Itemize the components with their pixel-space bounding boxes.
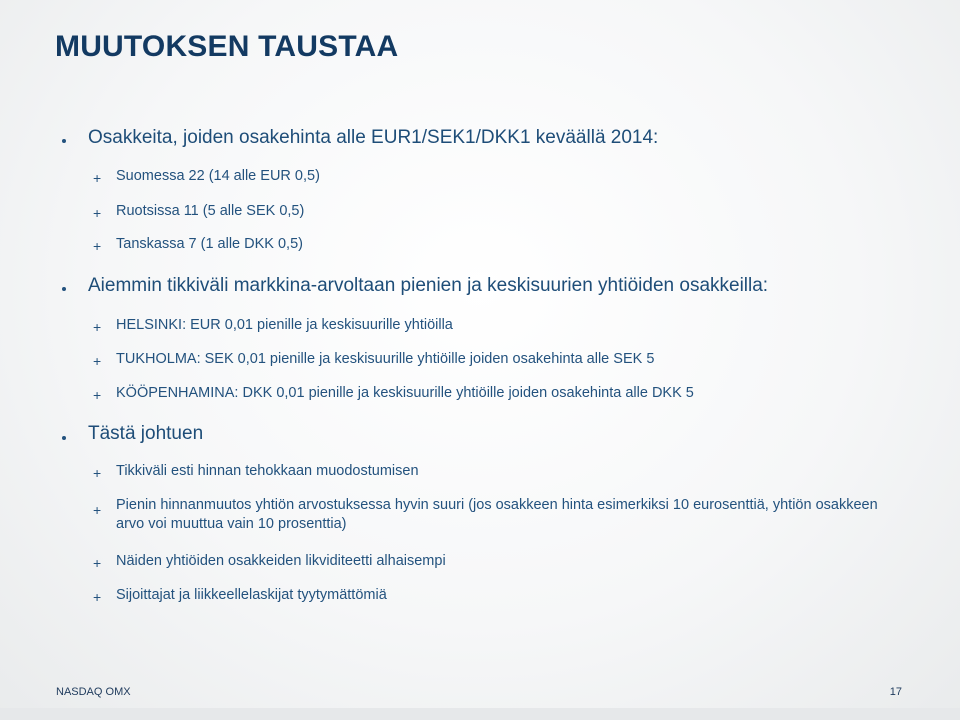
plus-icon: + [93,319,102,335]
slide-title: MUUTOKSEN TAUSTAA [55,30,399,63]
page-number: 17 [889,686,902,698]
plus-icon: + [93,205,102,221]
bullet-dot-icon [62,436,66,440]
list-item: Näiden yhtiöiden osakkeiden likviditeetti alhaisempi [116,553,446,569]
footer-brand: NASDAQ OMX [56,686,131,698]
section-heading: Osakkeita, joiden osakehinta alle EUR1/SEK1/DKK1 keväällä 2014: [88,127,659,148]
footer-bar [0,708,960,720]
list-item: Tikkiväli esti hinnan tehokkaan muodostumisen [116,463,419,479]
bullet-dot-icon [62,287,66,291]
list-item: TUKHOLMA: SEK 0,01 pienille ja keskisuurille yhtiöille joiden osakehinta alle SEK 5 [116,351,655,367]
plus-icon: + [93,465,102,481]
list-item: Tanskassa 7 (1 alle DKK 0,5) [116,236,303,252]
section-heading: Tästä johtuen [88,423,204,444]
plus-icon: + [93,238,102,254]
section-heading: Aiemmin tikkiväli markkina-arvoltaan pienien ja keskisuurien yhtiöiden osakkeilla: [88,275,769,296]
bullet-dot-icon [62,139,66,143]
list-item: Sijoittajat ja liikkeellelaskijat tyytymättömiä [116,587,387,603]
plus-icon: + [93,170,102,186]
list-item: HELSINKI: EUR 0,01 pienille ja keskisuurille yhtiöilla [116,317,453,333]
plus-icon: + [93,589,102,605]
plus-icon: + [93,502,102,518]
plus-icon: + [93,555,102,571]
list-item: Pienin hinnanmuutos yhtiön arvostuksessa hyvin suuri (jos osakkeen hinta esimerkiksi 10 eurosenttiä, yhtiön osakkeen arvo voi muuttua vain 10 prosenttia) [116,497,878,532]
list-item: Ruotsissa 11 (5 alle SEK 0,5) [116,203,305,219]
list-item: KÖÖPENHAMINA: DKK 0,01 pienille ja keskisuurille yhtiöille joiden osakehinta alle DKK 5 [116,385,694,401]
plus-icon: + [93,353,102,369]
plus-icon: + [93,387,102,403]
list-item: Suomessa 22 (14 alle EUR 0,5) [116,168,320,184]
